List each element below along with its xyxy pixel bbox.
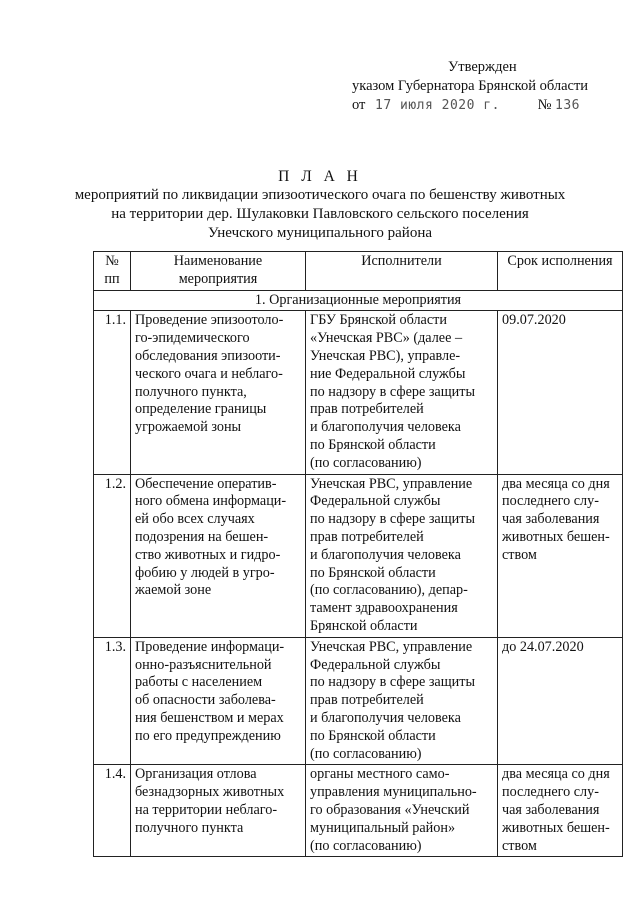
number-label: № <box>537 97 552 113</box>
row-num: 1.3. <box>94 637 131 765</box>
row-executors: Унечская РВС, управление Федеральной службы по надзору в сфере защиты прав потребителей и благополучия человека по Брянской области (по согласованию) <box>306 637 498 765</box>
row-num: 1.1. <box>94 311 131 474</box>
row-num: 1.4. <box>94 765 131 857</box>
row-deadline: два месяца со дня последнего слу- чая заболевания животных бешен- ством <box>498 765 623 857</box>
row-executors: ГБУ Брянской области «Унечская РВС» (далее – Унечская РВС), управле- ние Федеральной службы по надзору в сфере защиты прав потребителей и благополучия человека по Брянской области (по согласованию) <box>306 311 498 474</box>
section-row <box>94 290 623 311</box>
approval-date: 17 июля 2020 г. <box>375 98 500 113</box>
row-name: Проведение информаци- онно-разъяснительной работы с населением об опасности заболева- ния бешенством и мерах по его предупреждению <box>131 637 306 765</box>
table-row <box>94 311 623 474</box>
table-row <box>94 474 623 637</box>
title-line1: мероприятий по ликвидации эпизоотического очага по бешенству животных <box>74 187 566 203</box>
section-title: 1. Организационные мероприятия <box>94 290 623 311</box>
row-deadline: до 24.07.2020 <box>498 637 623 765</box>
header-executors: Исполнители <box>306 252 498 291</box>
row-num: 1.2. <box>94 474 131 637</box>
from-label: от <box>352 97 366 113</box>
row-name: Организация отлова безнадзорных животных на территории неблаго- получного пункта <box>131 765 306 857</box>
approval-block <box>352 58 588 115</box>
title-line2: на территории дер. Шулаковки Павловского сельского поселения <box>111 206 529 222</box>
row-name: Проведение эпизоотоло- го-эпидемического обследования эпизооти- ческого очага и неблаго- получного пункта, определение границы угрожаемой зоны <box>131 311 306 474</box>
row-executors: Унечская РВС, управление Федеральной службы по надзору в сфере защиты прав потребителей и благополучия человека по Брянской области (по согласованию), депар- тамент здравоохранения Брянской области <box>306 474 498 637</box>
plan-table <box>93 251 623 857</box>
approval-date-line <box>352 96 588 115</box>
row-name: Обеспечение оператив- ного обмена информаци- ей обо всех случаях подозрения на бешен- ство животных и гидро- фобию у людей в угро- жаемой зоне <box>131 474 306 637</box>
approval-line2: указом Губернатора Брянской области <box>352 78 589 94</box>
row-executors: органы местного само- управления муниципально- го образования «Унечский муниципальный район» (по согласованию) <box>306 765 498 857</box>
document-title <box>0 167 640 243</box>
title-line3: Унечского муниципального района <box>207 225 433 241</box>
table-row <box>94 765 623 857</box>
row-deadline: 09.07.2020 <box>498 311 623 474</box>
table-header-row <box>94 252 623 291</box>
header-name: Наименование мероприятия <box>131 252 306 291</box>
header-deadline: Срок исполнения <box>498 252 623 291</box>
row-deadline: два месяца со дня последнего слу- чая заболевания животных бешен- ством <box>498 474 623 637</box>
table-row <box>94 637 623 765</box>
approval-number: 136 <box>555 98 581 113</box>
header-num: № пп <box>94 252 131 291</box>
approval-line1: Утвержден <box>448 59 517 75</box>
plan-heading: П Л А Н <box>278 168 362 185</box>
